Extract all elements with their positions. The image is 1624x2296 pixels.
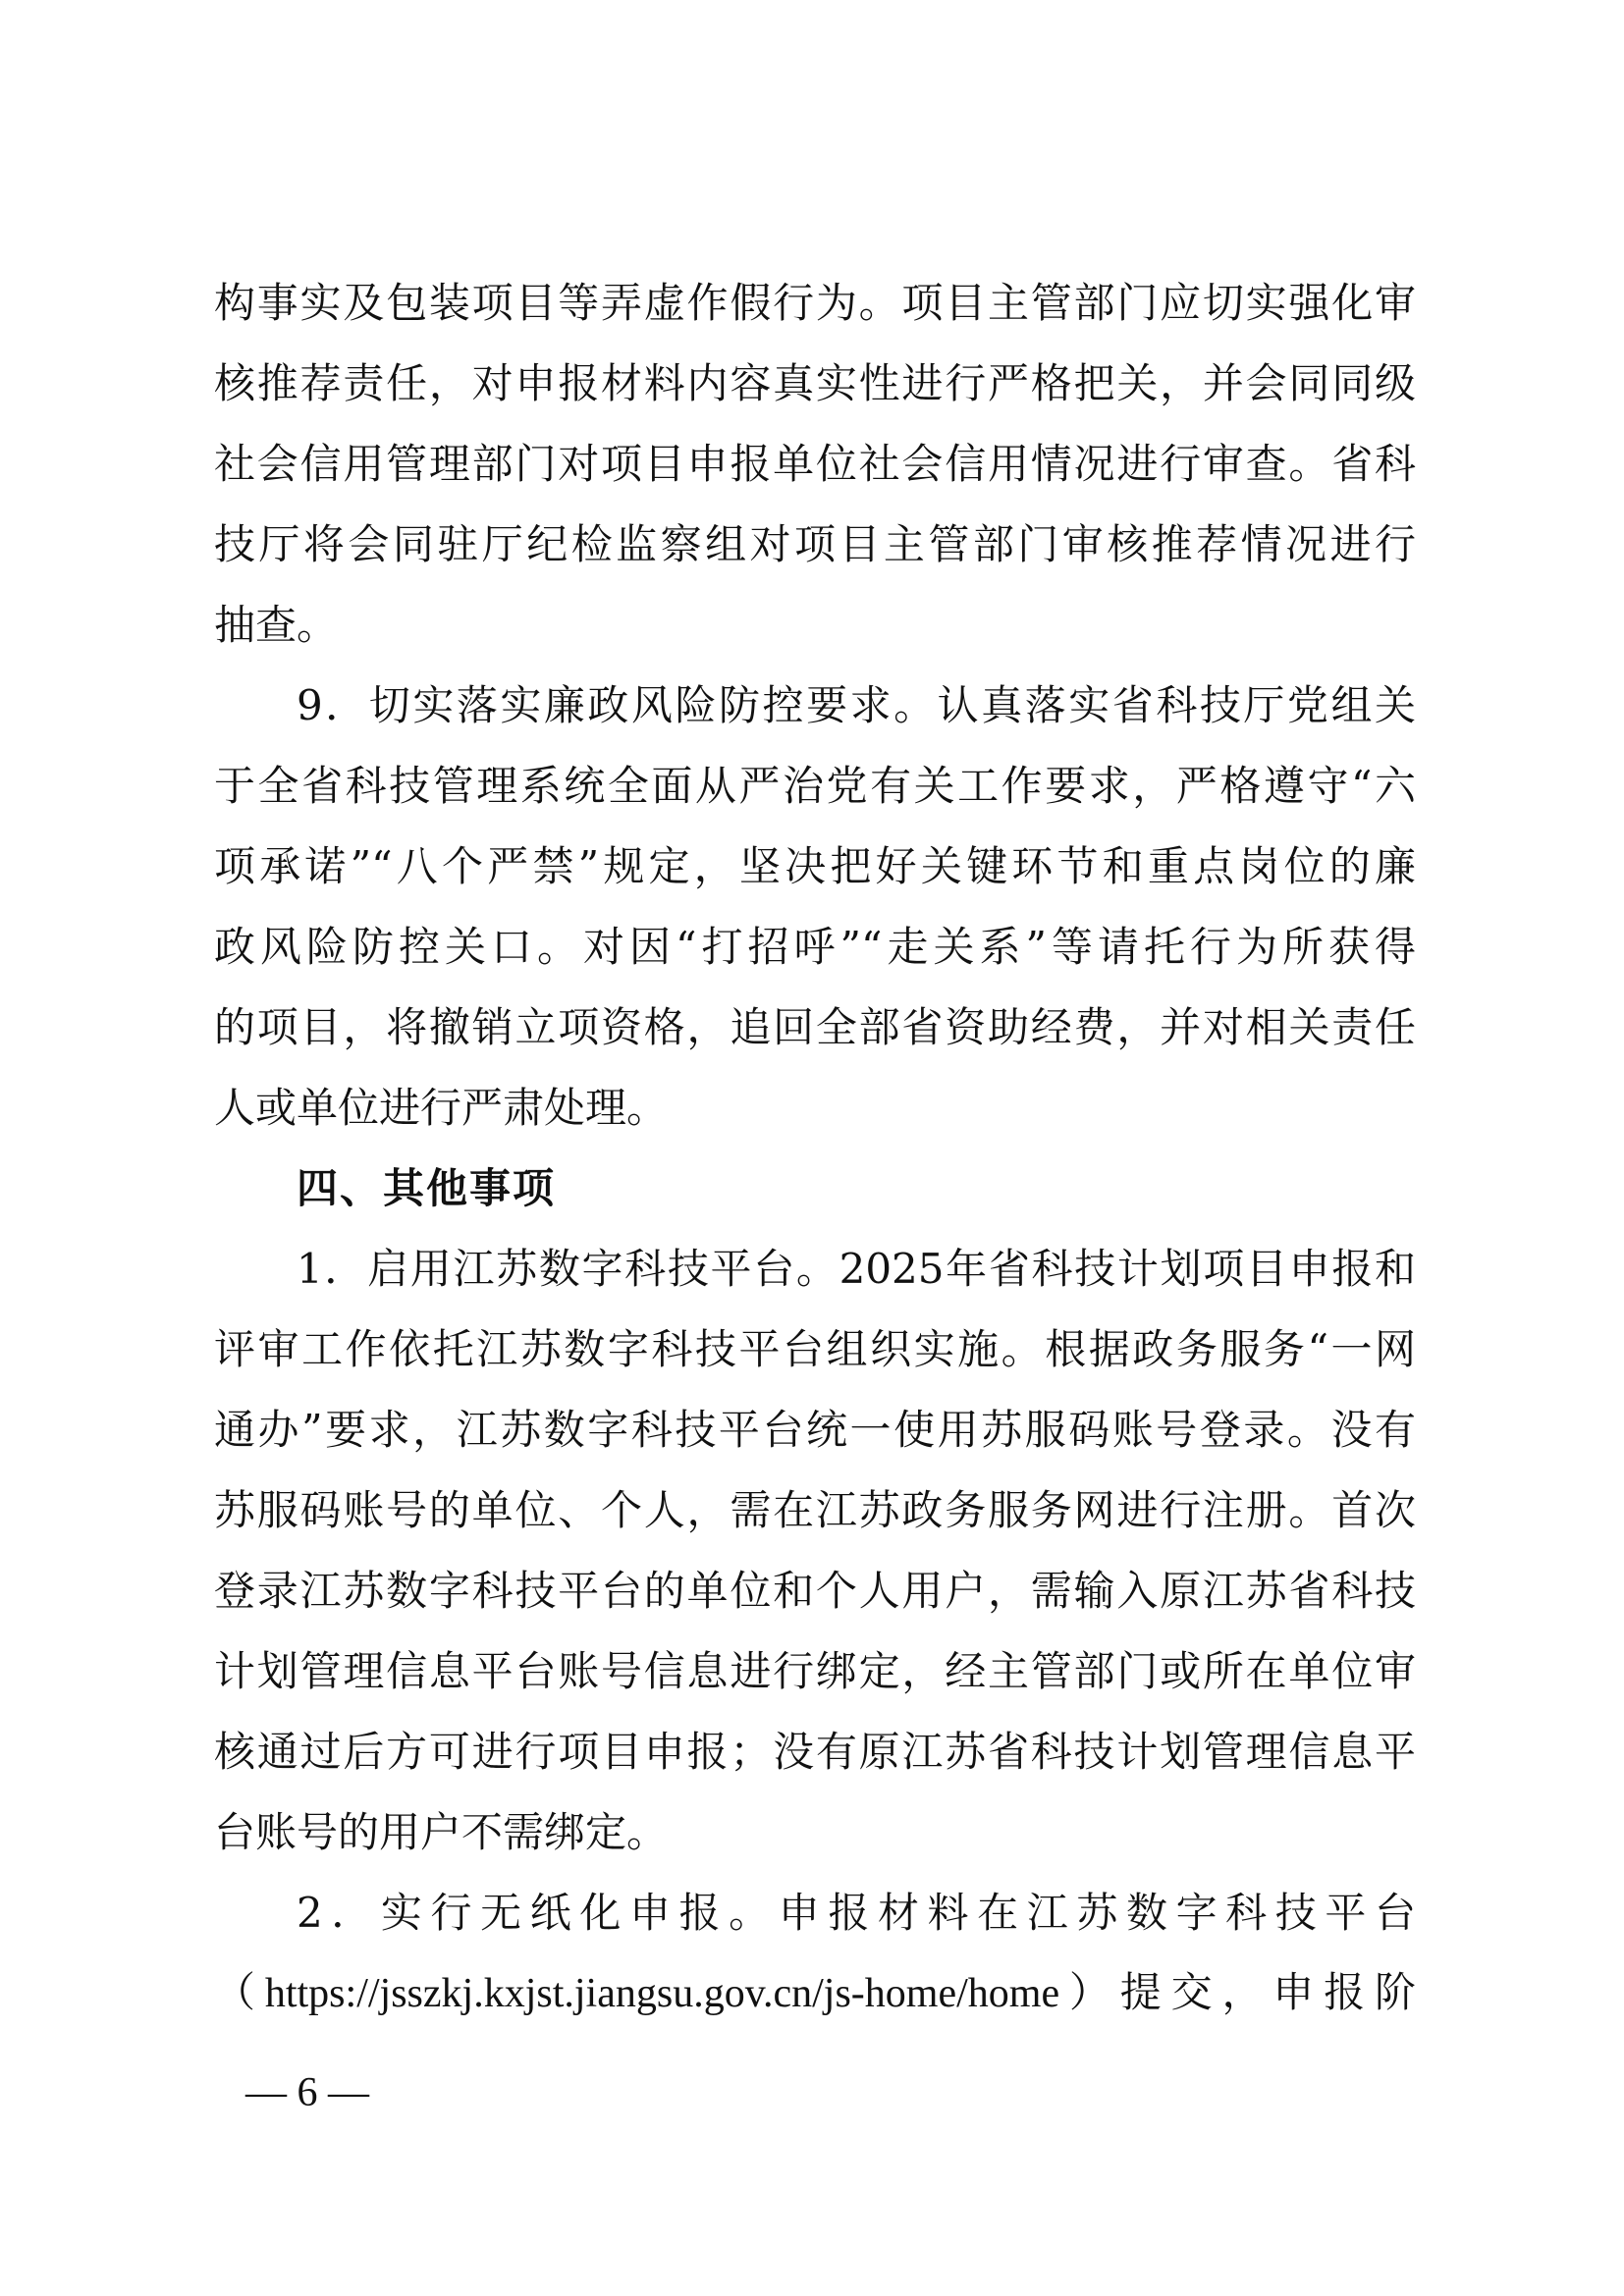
item-1-line-3: 通办”要求，江苏数字科技平台统一使用苏服码账号登录。没有 [214,1406,1416,1454]
item-9-line-1: 9．切实落实廉政风险防控要求。认真落实省科技厅党组关 [297,681,1416,729]
item-2-line-2-url: （https://jsszkj.kxjst.jiangsu.gov.cn/js-home/home）提交，申报阶 [214,1971,1416,2016]
item-1-line-1: 1．启用江苏数字科技平台。2025年省科技计划项目申报和 [297,1245,1416,1293]
section-heading: 四、其他事项 [297,1164,557,1212]
item-9-line-4: 政风险防控关口。对因“打招呼”“走关系”等请托行为所获得 [214,923,1416,971]
item-1-line-4: 苏服码账号的单位、个人，需在江苏政务服务网进行注册。首次 [214,1486,1416,1534]
item-1-line-2: 评审工作依托江苏数字科技平台组织实施。根据政务服务“一网 [214,1325,1416,1373]
item-2-line-1: 2．实行无纸化申报。申报材料在江苏数字科技平台 [297,1889,1416,1937]
item-9-line-2: 于全省科技管理系统全面从严治党有关工作要求，严格遵守“六 [214,762,1416,810]
body-line-3: 社会信用管理部门对项目申报单位社会信用情况进行审查。省科 [214,440,1416,488]
item-9-line-5: 的项目，将撤销立项资格，追回全部省资助经费，并对相关责任 [214,1003,1416,1051]
item-9-line-6: 人或单位进行严肃处理。 [214,1084,669,1132]
item-1-line-5: 登录江苏数字科技平台的单位和个人用户，需输入原江苏省科技 [214,1567,1416,1615]
body-line-5: 抽查。 [214,601,339,649]
item-1-line-8: 台账号的用户不需绑定。 [214,1808,669,1856]
item-9-line-3: 项承诺”“八个严禁”规定，坚决把好关键环节和重点岗位的廉 [214,842,1416,890]
page-number: — 6 — [245,2070,369,2115]
body-line-2: 核推荐责任，对申报材料内容真实性进行严格把关，并会同同级 [214,359,1416,407]
body-line-4: 技厅将会同驻厅纪检监察组对项目主管部门审核推荐情况进行 [214,520,1416,568]
item-1-line-6: 计划管理信息平台账号信息进行绑定，经主管部门或所在单位审 [214,1647,1416,1695]
item-1-line-7: 核通过后方可进行项目申报；没有原江苏省科技计划管理信息平 [214,1728,1416,1776]
body-line-1: 构事实及包装项目等弄虚作假行为。项目主管部门应切实强化审 [214,279,1416,327]
